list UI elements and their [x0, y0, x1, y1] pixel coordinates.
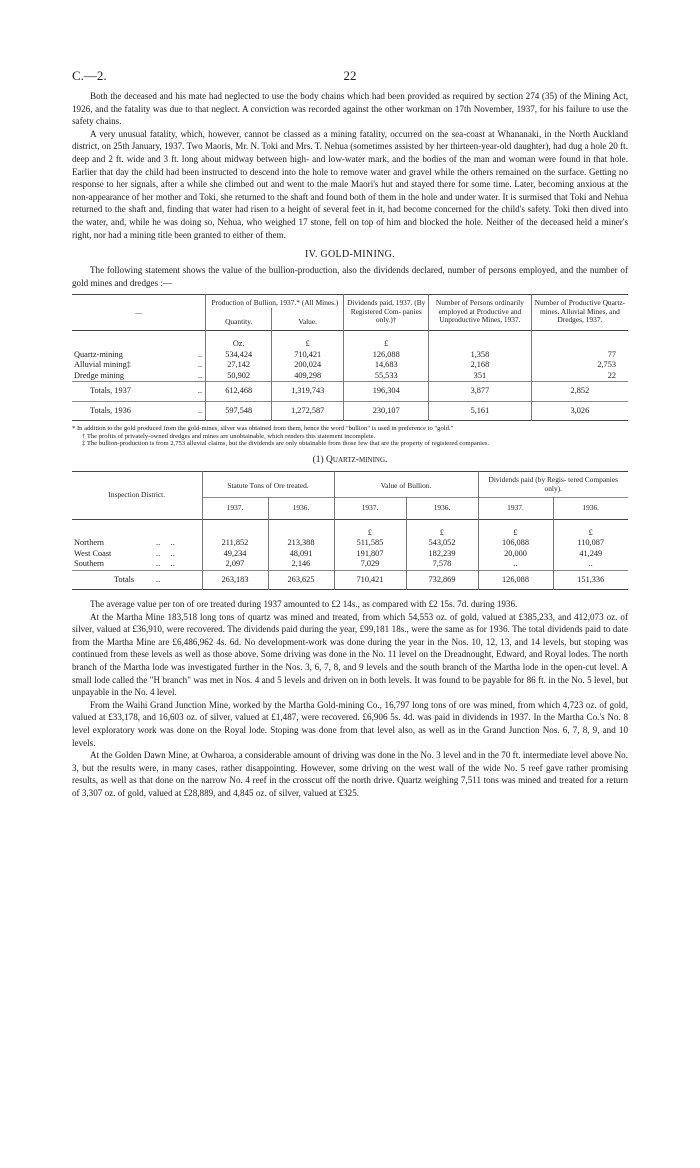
- paragraph: At the Martha Mine 183,518 long tons of quartz was mined and treated, from which 54,553 oz. of gold, valued at £385,233, and 412,073 oz. of silver, valued at £36,910, were recovered. The dividends paid during the year, £99,181 18s., were the same as for 1936. The total dividends paid to date from the Martha Mine are £6,486,962 4s. 6d. No development-work was done during the year in the Nos. 10, 12, 13, and 14 levels, but stoping was continued from these levels as well as those above. Some driving was done in the No. 11 level on the Dreadnought, Edward, and Royal lodes. The north branch of the Martha lode was investigated further in the Nos. 3, 6, 7, 8, and 9 levels and the south branch of the Martha lode in the open-cut level. A small lode called the "H branch" was met in Nos. 4 and 5 levels and driven on in both levels. It was found to be payable for 86 ft. in the No. 5 level, but unpayable in the No. 4 level.: [72, 611, 628, 698]
- quartz-mining-table: [72, 471, 628, 590]
- table-header-persons: Number of Persons ordinarily employed at Productive and Unproductive Mines, 1937.: [429, 295, 532, 331]
- totals-row-1937: Totals, 1937 .. 612,468 1,319,743 196,304 3,877 2,852: [72, 382, 628, 402]
- unit-pound: £: [406, 519, 478, 538]
- table-header-blank: —: [135, 307, 143, 317]
- table-header-dividends: Dividends paid (by Regis- tered Companies only).: [478, 472, 628, 498]
- paragraph: From the Waihi Grand Junction Mine, worked by the Martha Gold-mining Co., 16,797 long tons of ore was mined, from which 4,723 oz. of gold, valued at £33,178, and 16,603 oz. of silver, valued at £1,487, were recovered. £6,906 5s. 4d. was paid in dividends in 1937. In the Martha Co.'s No. 8 level exploratory work was done on the Royal lode. Stoping was done from that level also, as well as in the Grand Junction Nos. 6, 7, 8, 9, and 10 levels.: [72, 699, 628, 748]
- table-header-value: Value of Bullion.: [334, 472, 478, 498]
- document-code: C.—2.: [72, 68, 107, 83]
- page-number: 22: [343, 68, 357, 83]
- totals-row-1936: Totals, 1936 .. 597,548 1,272,587 230,107 5,161 3,026: [72, 401, 628, 421]
- document-page: [72, 68, 628, 800]
- table-header-district: Inspection District.: [108, 490, 166, 500]
- year-header: 1937.: [202, 498, 268, 519]
- year-header: 1936.: [553, 498, 628, 519]
- table-row: Dredge mining .. 50,902 409,298 55,533 351 22: [72, 371, 628, 382]
- table-row: Quartz-mining .. 534,424 710,421 126,088 1,358 77: [72, 350, 628, 361]
- footnote: † The profits of privately-owned dredges and mines are unobtainable, which renders this statement incomplete.: [82, 432, 376, 440]
- table-header-dividends: Dividends paid, 1937. (By Registered Com- panies only.)†: [344, 295, 429, 331]
- table-header-quantity: Quantity.: [206, 308, 271, 331]
- subsection-title: (1) Quartz-mining.: [312, 455, 388, 466]
- table-header-value: Value.: [271, 308, 344, 331]
- table-header-mines: Number of Productive Quartz- mines, Alluvial Mines, and Dredges, 1937.: [531, 295, 628, 331]
- table-row: West Coast .. .. 49,234 48,091 191,807 182,239 20,000 41,249: [72, 549, 628, 560]
- year-header: 1937.: [478, 498, 553, 519]
- footnote: ‡ The bullion-production is from 2,753 alluvial claims, but the dividends are only obtainable from those few that are the property of registered companies.: [82, 439, 490, 447]
- paragraph: At the Golden Dawn Mine, at Owharoa, a considerable amount of driving was done in the No. 3 level and in the 70 ft. intermediate level above No. 3, but the results were, in many cases, rather disappointing. However, some driving on the west wall of the wide No. 5 reef gave rather promising results, as well as that done on the narrow No. 4 reef in the crosscut off the north drive. Quartz weighing 7,511 tons was mined and treated for a return of 3,307 oz. of gold, valued at £28,889, and 4,845 oz. of silver, valued at £325.: [72, 750, 628, 798]
- table-row: Northern .. .. 211,852 213,388 511,585 543,052 106,088 110,087: [72, 538, 628, 549]
- unit-pound: £: [344, 331, 429, 350]
- table-row: Alluvial mining‡ .. 27,142 200,024 14,683 2,168 2,753: [72, 360, 628, 371]
- table-header-tons: Statute Tons of Ore treated.: [202, 472, 334, 498]
- year-header: 1936.: [268, 498, 334, 519]
- year-header: 1937.: [334, 498, 406, 519]
- footnotes: [72, 425, 628, 447]
- unit-pound: £: [478, 519, 553, 538]
- table-row: Southern .. .. 2,097 2,146 7,029 7,578 .. ..: [72, 559, 628, 570]
- section-title: IV. GOLD-MINING.: [305, 249, 395, 261]
- totals-row: Totals .. 263,183 263,625 710,421 732,869 126,088 151,336: [72, 570, 628, 590]
- unit-pound: £: [334, 519, 406, 538]
- paragraph: The average value per ton of ore treated during 1937 amounted to £2 14s., as compared with £2 15s. 7d. during 1936.: [90, 599, 518, 610]
- footnote: * In addition to the gold produced from the gold-mines, silver was obtained from them, hence the word "bullion" is used in preference to "gold.": [72, 425, 454, 433]
- page-header: [72, 68, 628, 90]
- year-header: 1936.: [406, 498, 478, 519]
- table-header-production: Production of Bullion, 1937.* (All Mines.): [206, 295, 344, 308]
- unit-pound: £: [271, 331, 344, 350]
- paragraph: Both the deceased and his mate had neglected to use the body chains which had been provided as required by section 274 (35) of the Mining Act, 1926, and the fatality was due to that neglect. A conviction was recorded against the other workman on 17th November, 1937, for his failure to use the safety chains.: [72, 91, 628, 127]
- gold-mining-summary-table: [72, 294, 628, 421]
- unit-oz: Oz.: [206, 331, 271, 350]
- unit-pound: £: [553, 519, 628, 538]
- paragraph: A very unusual fatality, which, however, cannot be classed as a mining fatality, occurred on the sea-coast at Whananaki, in the North Auckland district, on 25th January, 1937. Two Maoris, Mr. N. Toki and Mrs. T. Nehua (sometimes assisted by her thirteen-year-old daughter), had dug a hole 20 ft. deep and 2 ft. wide and 3 ft. long about midway between high- and low-water mark, and the bodies of the man and woman were found in that hole. Earlier that day the child had been instructed to descend into the hole to remove water and gravel while the others remained on the surface. Getting no response to her signals, after a while she climbed out and went to the male Maori's hut and stayed there for some time. Later, becoming anxious at the non-appearance of her mother and Toki, she returned to the shaft and found both of them in the hole and under water. It is surmised that Toki and Nehua returned to the shaft and, finding that water had risen to a height of several feet in it, had become concerned for the child's safety. Toki then dived into the water, and, while he was doing so, Nehua, who weighed 17 stone, fell on top of him and blocked the hole. Neither of the deceased held a miner's right, nor had a mining title been granted to either of them.: [72, 128, 628, 240]
- section-intro: The following statement shows the value of the bullion-production, also the dividends declared, number of persons employed, and the number of gold mines and dredges :—: [72, 265, 628, 288]
